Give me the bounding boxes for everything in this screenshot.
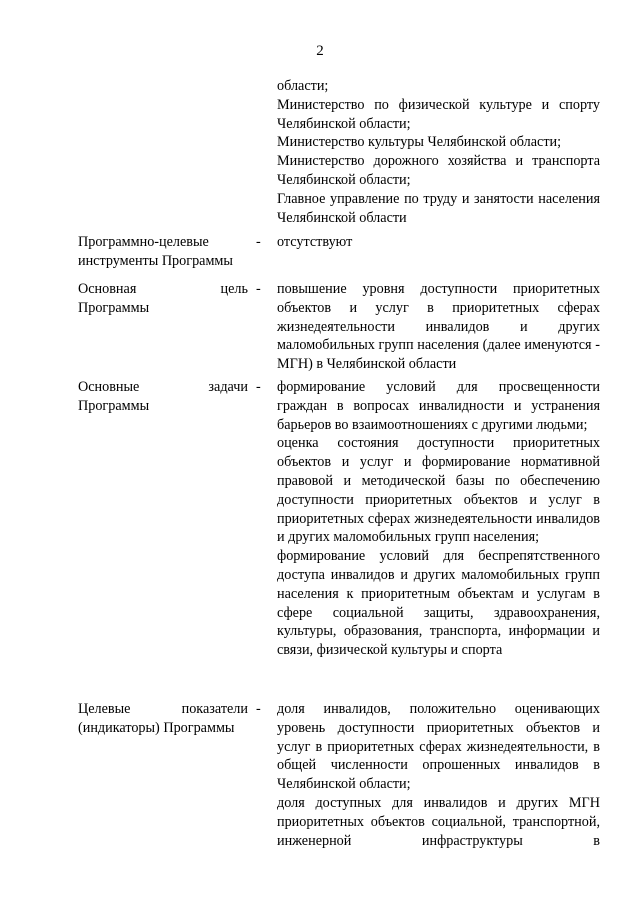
row-label-line: Программы — [78, 397, 150, 414]
row-dash: - — [256, 281, 261, 297]
continued-responsible-executors — [277, 77, 600, 227]
row-paragraph: доля доступных для инвалидов и других МГН приоритетных объектов социальной, транспортной, инженерной инфраструктуры в — [277, 794, 600, 849]
row-value — [277, 233, 600, 252]
row-value — [277, 700, 600, 850]
row-paragraph: оценка состояния доступности приоритетных объектов и услуг и формирование нормативной правовой и методической базы по обеспечению доступности приоритетных объектов и услуг в приоритетных сферах жизнедеятельности инвалидов и других маломобильных групп населения; — [277, 435, 600, 546]
row-label-line: Целевые показатели — [78, 701, 248, 717]
row-value — [277, 280, 600, 374]
row-label-line: Программы — [78, 299, 150, 316]
row-label — [78, 378, 248, 416]
row-dash: - — [256, 379, 261, 395]
row-dash: - — [256, 701, 261, 717]
row-label-line: Основная цель — [78, 281, 248, 297]
executor-item: Министерство культуры Челябинской области; — [277, 134, 562, 151]
row-label — [78, 233, 248, 271]
row-paragraph: формирование условий для беспрепятственного доступа инвалидов и других маломобильных групп населения к приоритетным объектам и услугам в сфере социальной защиты, здравоохранения, культуры, образования, транспорта, информации и связи, физической культуры и спорта — [277, 548, 600, 659]
row-label-line: инструменты Программы — [78, 252, 233, 269]
row-label-line: Программно-целевые — [78, 234, 209, 250]
row-label-line: (индикаторы) Программы — [78, 719, 235, 736]
row-label — [78, 280, 248, 318]
row-label — [78, 700, 248, 738]
executor-item: Министерство по физической культуре и спорту Челябинской области; — [277, 96, 600, 132]
executor-item: области; — [277, 78, 329, 94]
row-label-line: Основные задачи — [78, 379, 248, 395]
row-value — [277, 378, 600, 660]
row-paragraph: формирование условий для просвещенности граждан в вопросах инвалидности и устранения барьеров во взаимоотношениях с другими людьми; — [277, 379, 600, 433]
row-paragraph: повышение уровня доступности приоритетных объектов и услуг в приоритетных сферах жизнедеятельности инвалидов и других маломобильных групп населения (далее именуются - МГН) в Челябинской области — [277, 281, 600, 373]
executor-item: Министерство дорожного хозяйства и транспорта Челябинской области; — [277, 153, 600, 188]
row-paragraph: отсутствуют — [277, 234, 353, 250]
page-number: 2 — [316, 43, 324, 59]
executor-item: Главное управление по труду и занятости населения Челябинской области — [277, 190, 600, 226]
row-dash: - — [256, 234, 261, 250]
row-paragraph: доля инвалидов, положительно оценивающих уровень доступности приоритетных объектов и услуг в приоритетных сферах жизнедеятельности, в общей численности опрошенных инвалидов в Челябинской области; — [277, 701, 600, 793]
